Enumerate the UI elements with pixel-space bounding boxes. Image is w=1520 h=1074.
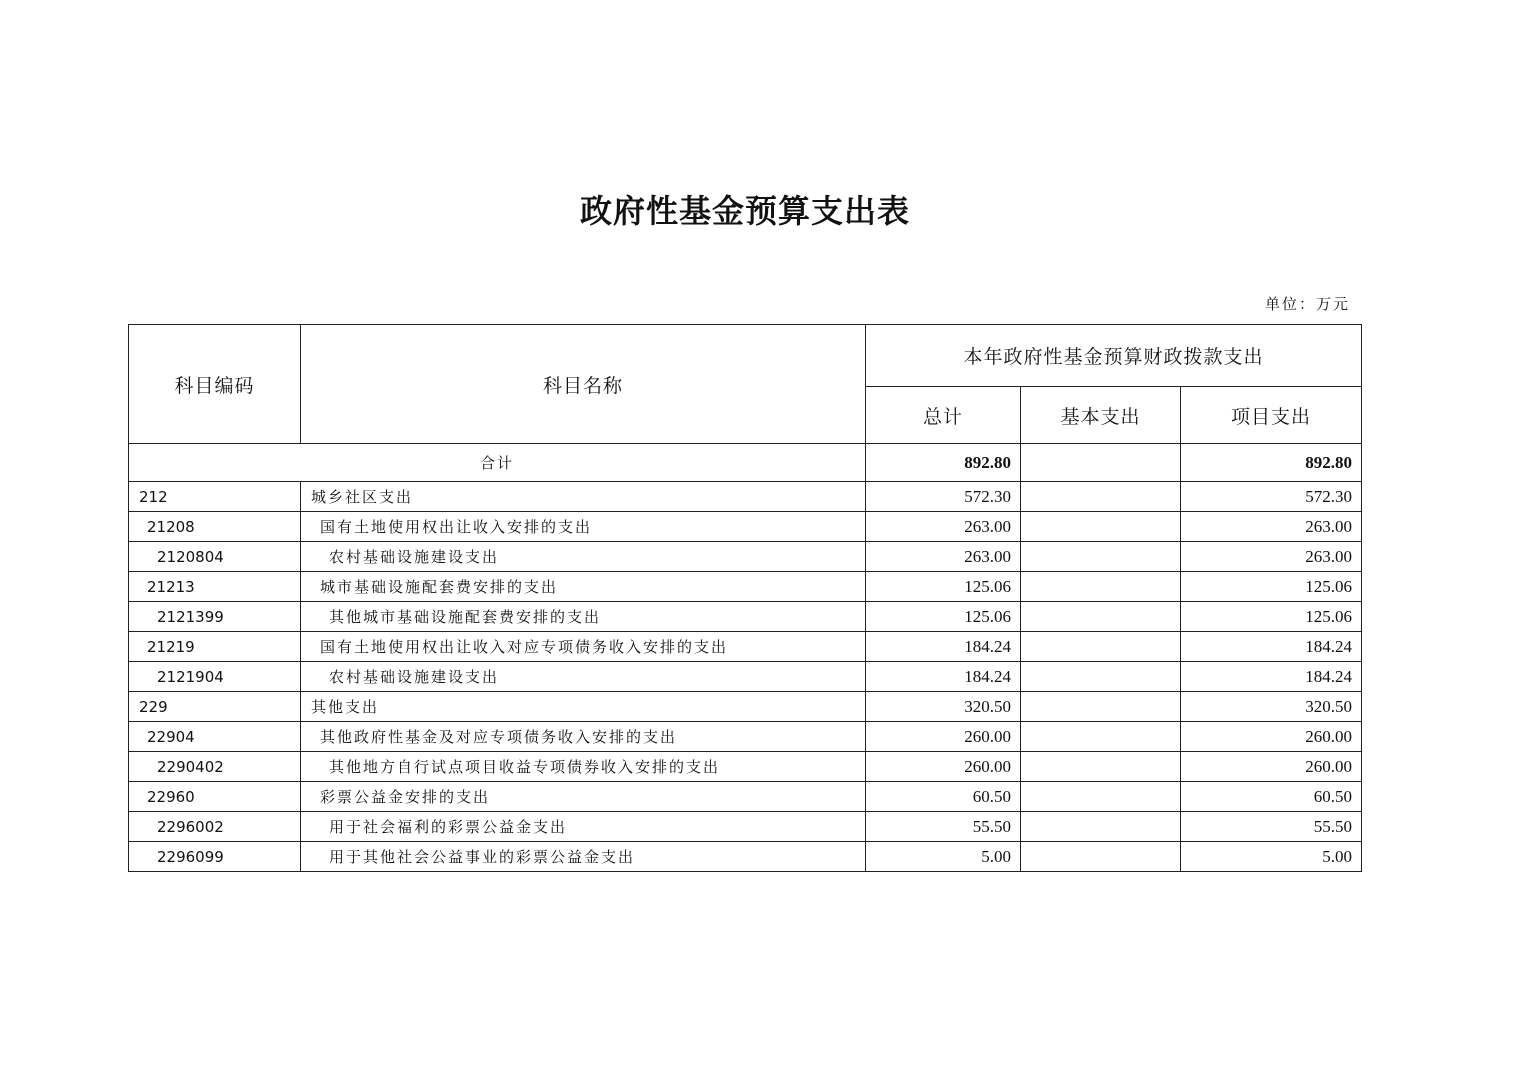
row-basic [1021, 662, 1181, 692]
row-code: 21208 [129, 512, 301, 542]
row-total: 260.00 [866, 752, 1021, 782]
row-code: 2121399 [129, 602, 301, 632]
row-name: 其他政府性基金及对应专项债务收入安排的支出 [301, 722, 866, 752]
row-name: 用于其他社会公益事业的彩票公益金支出 [301, 842, 866, 872]
row-code: 21219 [129, 632, 301, 662]
summary-row [129, 444, 1362, 482]
row-total: 5.00 [866, 842, 1021, 872]
summary-basic [1021, 444, 1181, 482]
table-row [129, 482, 1362, 512]
row-project: 125.06 [1181, 602, 1362, 632]
row-total: 125.06 [866, 572, 1021, 602]
row-code: 22960 [129, 782, 301, 812]
row-name: 农村基础设施建设支出 [301, 542, 866, 572]
row-name: 彩票公益金安排的支出 [301, 782, 866, 812]
header-group: 本年政府性基金预算财政拨款支出 [866, 325, 1362, 387]
row-project: 263.00 [1181, 512, 1362, 542]
row-name: 农村基础设施建设支出 [301, 662, 866, 692]
row-project: 184.24 [1181, 632, 1362, 662]
row-total: 572.30 [866, 482, 1021, 512]
row-project: 572.30 [1181, 482, 1362, 512]
row-basic [1021, 482, 1181, 512]
row-project: 5.00 [1181, 842, 1362, 872]
table-row [129, 752, 1362, 782]
row-name: 用于社会福利的彩票公益金支出 [301, 812, 866, 842]
row-code: 2120804 [129, 542, 301, 572]
row-code: 2290402 [129, 752, 301, 782]
header-total: 总计 [866, 387, 1021, 444]
table-row [129, 662, 1362, 692]
row-code: 229 [129, 692, 301, 722]
row-total: 55.50 [866, 812, 1021, 842]
summary-total: 892.80 [866, 444, 1021, 482]
row-code: 212 [129, 482, 301, 512]
table-row [129, 842, 1362, 872]
row-total: 263.00 [866, 542, 1021, 572]
row-name: 国有土地使用权出让收入对应专项债务收入安排的支出 [301, 632, 866, 662]
row-project: 55.50 [1181, 812, 1362, 842]
row-total: 125.06 [866, 602, 1021, 632]
budget-table [128, 324, 1362, 872]
row-code: 22904 [129, 722, 301, 752]
row-project: 320.50 [1181, 692, 1362, 722]
table-row [129, 782, 1362, 812]
row-code: 2296002 [129, 812, 301, 842]
row-basic [1021, 692, 1181, 722]
row-code: 2296099 [129, 842, 301, 872]
row-total: 184.24 [866, 662, 1021, 692]
header-basic: 基本支出 [1021, 387, 1181, 444]
row-basic [1021, 602, 1181, 632]
row-name: 其他地方自行试点项目收益专项债券收入安排的支出 [301, 752, 866, 782]
row-project: 125.06 [1181, 572, 1362, 602]
row-name: 其他支出 [301, 692, 866, 722]
table-row [129, 632, 1362, 662]
row-basic [1021, 722, 1181, 752]
row-basic [1021, 782, 1181, 812]
row-total: 320.50 [866, 692, 1021, 722]
row-project: 260.00 [1181, 722, 1362, 752]
row-name: 城市基础设施配套费安排的支出 [301, 572, 866, 602]
table-row [129, 602, 1362, 632]
row-code: 2121904 [129, 662, 301, 692]
row-basic [1021, 842, 1181, 872]
header-name: 科目名称 [301, 325, 866, 444]
row-basic [1021, 632, 1181, 662]
header-project: 项目支出 [1181, 387, 1362, 444]
row-basic [1021, 512, 1181, 542]
row-project: 60.50 [1181, 782, 1362, 812]
row-basic [1021, 572, 1181, 602]
row-total: 184.24 [866, 632, 1021, 662]
row-project: 260.00 [1181, 752, 1362, 782]
row-code: 21213 [129, 572, 301, 602]
row-basic [1021, 542, 1181, 572]
table-row [129, 812, 1362, 842]
row-total: 263.00 [866, 512, 1021, 542]
header-code: 科目编码 [129, 325, 301, 444]
summary-project: 892.80 [1181, 444, 1362, 482]
row-name: 城乡社区支出 [301, 482, 866, 512]
row-total: 60.50 [866, 782, 1021, 812]
row-basic [1021, 812, 1181, 842]
row-project: 263.00 [1181, 542, 1362, 572]
page-title: 政府性基金预算支出表 [579, 192, 910, 230]
table-row [129, 572, 1362, 602]
row-total: 260.00 [866, 722, 1021, 752]
table-row [129, 542, 1362, 572]
table-row [129, 512, 1362, 542]
row-project: 184.24 [1181, 662, 1362, 692]
summary-label: 合计 [129, 444, 866, 482]
row-name: 其他城市基础设施配套费安排的支出 [301, 602, 866, 632]
table-row [129, 722, 1362, 752]
row-name: 国有土地使用权出让收入安排的支出 [301, 512, 866, 542]
unit-label: 单位：万元 [1264, 295, 1350, 313]
row-basic [1021, 752, 1181, 782]
table-row [129, 692, 1362, 722]
